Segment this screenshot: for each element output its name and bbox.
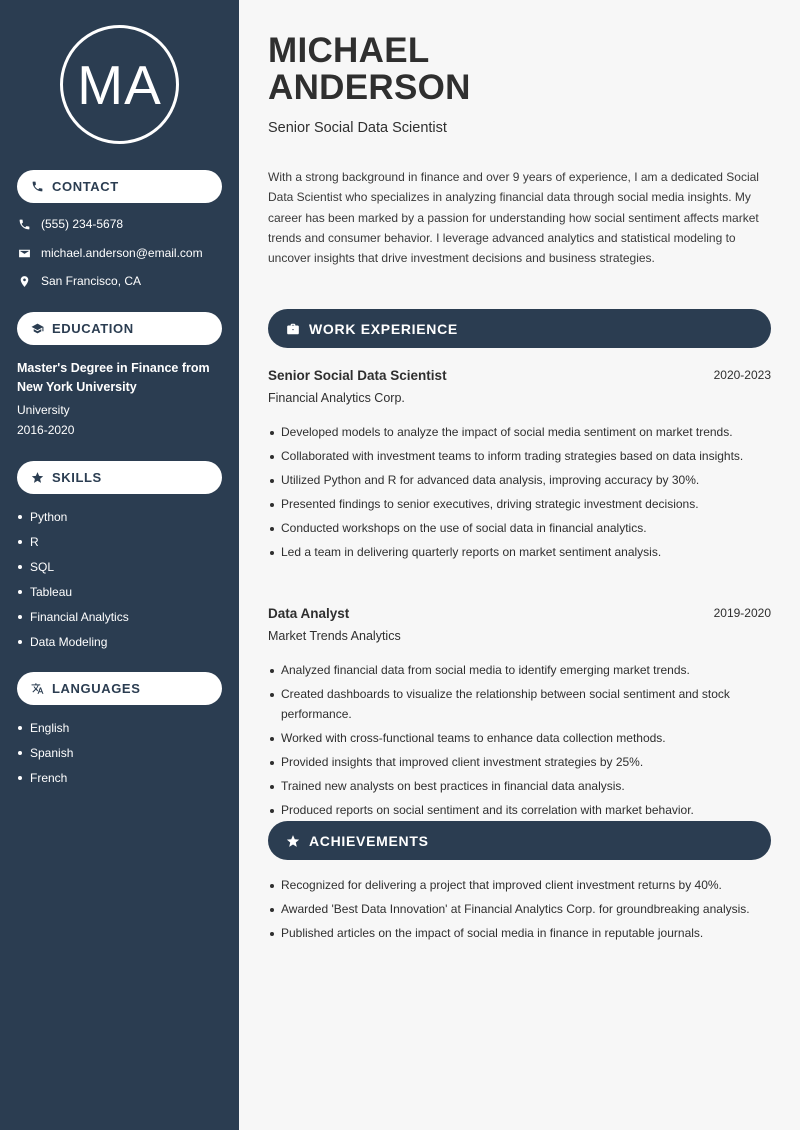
achievements-heading-bar xyxy=(268,821,771,860)
skills-heading: SKILLS xyxy=(52,470,102,485)
skills-heading-pill xyxy=(17,461,222,494)
job-role: Data Analyst xyxy=(268,606,350,621)
contact-email[interactable]: michael.anderson@email.com xyxy=(41,246,203,260)
languages-heading: LANGUAGES xyxy=(52,681,141,696)
achievement-item: Awarded 'Best Data Innovation' at Financial Analytics Corp. for groundbreaking analysis. xyxy=(268,900,768,920)
job-bullet: Provided insights that improved client investment strategies by 25%. xyxy=(268,753,768,773)
skill-item: SQL xyxy=(17,558,129,583)
contact-location: San Francisco, CA xyxy=(41,274,142,288)
star-icon xyxy=(30,471,44,485)
envelope-icon xyxy=(17,246,31,260)
work-experience-heading-bar xyxy=(268,309,771,348)
contact-heading: CONTACT xyxy=(52,179,119,194)
job-bullet: Trained new analysts on best practices in financial data analysis. xyxy=(268,777,768,797)
achievement-item: Published articles on the impact of social media in finance in reputable journals. xyxy=(268,924,768,944)
language-item: French xyxy=(17,769,73,794)
monogram-avatar: MA xyxy=(60,25,179,144)
job-bullet: Utilized Python and R for advanced data analysis, improving accuracy by 30%. xyxy=(268,471,768,491)
job-company: Financial Analytics Corp. xyxy=(268,391,405,405)
job-bullet: Led a team in delivering quarterly reports on market sentiment analysis. xyxy=(268,543,768,563)
briefcase-icon xyxy=(285,321,300,336)
job-dates: 2019-2020 xyxy=(713,606,771,620)
education-institution: University xyxy=(17,403,70,417)
contact-location-row xyxy=(17,274,141,288)
achievement-item: Recognized for delivering a project that improved client investment returns by 40%. xyxy=(268,876,768,896)
job-bullet: Collaborated with investment teams to inform trading strategies based on data insights. xyxy=(268,447,768,467)
achievements-list xyxy=(268,876,768,948)
education-degree: Master's Degree in Finance from New York University xyxy=(17,361,210,394)
job-bullet: Presented findings to senior executives, driving strategic investment decisions. xyxy=(268,495,768,515)
education-years: 2016-2020 xyxy=(17,423,75,437)
skills-list xyxy=(17,508,129,658)
phone-icon xyxy=(17,217,31,231)
star-icon xyxy=(285,833,300,848)
education-heading: EDUCATION xyxy=(52,321,134,336)
graduation-cap-icon xyxy=(30,322,44,336)
translate-icon xyxy=(30,682,44,696)
job-bullet-list xyxy=(268,423,768,567)
name-first: MICHAEL xyxy=(268,31,430,70)
contact-heading-pill xyxy=(17,170,222,203)
contact-phone-row xyxy=(17,217,123,231)
achievements-heading: ACHIEVEMENTS xyxy=(309,832,429,849)
job-bullet: Worked with cross-functional teams to enhance data collection methods. xyxy=(268,729,768,749)
languages-heading-pill xyxy=(17,672,222,705)
work-experience-heading: WORK EXPERIENCE xyxy=(309,320,458,337)
languages-list xyxy=(17,719,73,794)
job-company: Market Trends Analytics xyxy=(268,629,401,643)
profile-summary: With a strong background in finance and over 9 years of experience, I am a dedicated Social Data Scientist who specializes in analyzing financial data through social media insights. My career has been marked by a passion for understanding how social sentiment affects market trends and consumer behavior. I leverage advanced analytics and statistical modeling to uncover insights that drive investment decisions and business strategies. xyxy=(268,170,759,266)
education-heading-pill xyxy=(17,312,222,345)
skill-item: Financial Analytics xyxy=(17,608,129,633)
job-bullet: Produced reports on social sentiment and its correlation with market behavior. xyxy=(268,801,768,821)
contact-phone[interactable]: (555) 234-5678 xyxy=(41,217,124,231)
contact-email-row xyxy=(17,246,203,260)
phone-icon xyxy=(30,180,44,194)
skill-item: Data Modeling xyxy=(17,633,129,658)
map-pin-icon xyxy=(17,274,31,288)
job-bullet: Conducted workshops on the use of social data in financial analytics. xyxy=(268,519,768,539)
skill-item: Tableau xyxy=(17,583,129,608)
language-item: English xyxy=(17,719,73,744)
job-bullet: Developed models to analyze the impact of social media sentiment on market trends. xyxy=(268,423,768,443)
name-last: ANDERSON xyxy=(268,68,471,107)
job-bullet: Analyzed financial data from social media to identify emerging market trends. xyxy=(268,661,768,681)
candidate-name xyxy=(268,32,471,106)
skill-item: R xyxy=(17,533,129,558)
job-role: Senior Social Data Scientist xyxy=(268,368,447,383)
candidate-title: Senior Social Data Scientist xyxy=(268,120,447,136)
job-dates: 2020-2023 xyxy=(713,368,771,382)
sidebar xyxy=(0,0,239,1130)
language-item: Spanish xyxy=(17,744,73,769)
job-bullet-list xyxy=(268,661,768,825)
job-bullet: Created dashboards to visualize the relationship between social sentiment and stock performance. xyxy=(268,685,768,724)
skill-item: Python xyxy=(17,508,129,533)
